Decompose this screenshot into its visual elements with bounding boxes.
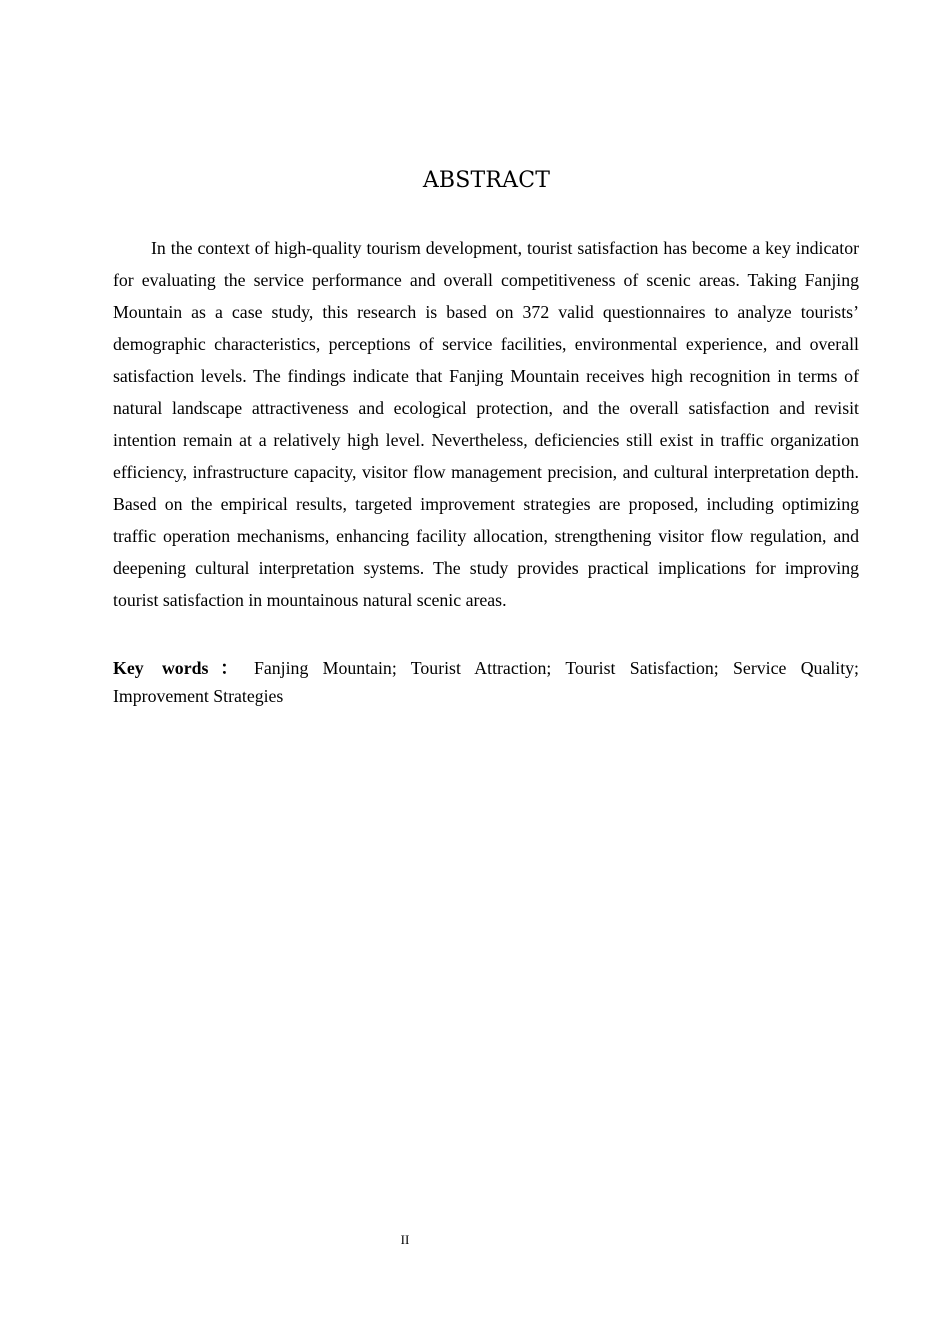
abstract-body: In the context of high-quality tourism development, tourist satisfaction has become a key indicator for evaluating the service performance and overall competitiveness of scenic areas. Taking Fanjing Mountain as a case study, this research is based on 372 valid questionnaires to analyze tourists’ demographic characteristics, perceptions of service facilities, environmental experience, and overall satisfaction levels. The findings indicate that Fanjing Mountain receives high recognition in terms of natural landscape attractiveness and ecological protection, and the overall satisfaction and revisit intention remain at a relatively high level. Nevertheless, deficiencies still exist in traffic organization efficiency, infrastructure capacity, visitor flow management precision, and cultural interpretation depth. Based on the empirical results, targeted improvement strategies are proposed, including optimizing traffic operation mechanisms, enhancing facility allocation, strengthening visitor flow regulation, and deepening cultural interpretation systems. The study provides practical implications for improving tourist satisfaction in mountainous natural scenic areas. [113, 238, 859, 610]
keywords-label: Key words [113, 658, 209, 678]
keywords-line [113, 654, 859, 710]
keywords-separator: ： [210, 658, 248, 678]
abstract-title: ABSTRACT [422, 168, 551, 193]
keywords-text: Fanjing Mountain; Tourist Attraction; Tourist Satisfaction; Service Quality; Improvement Strategies [113, 658, 859, 706]
page-number: II [400, 1232, 410, 1247]
